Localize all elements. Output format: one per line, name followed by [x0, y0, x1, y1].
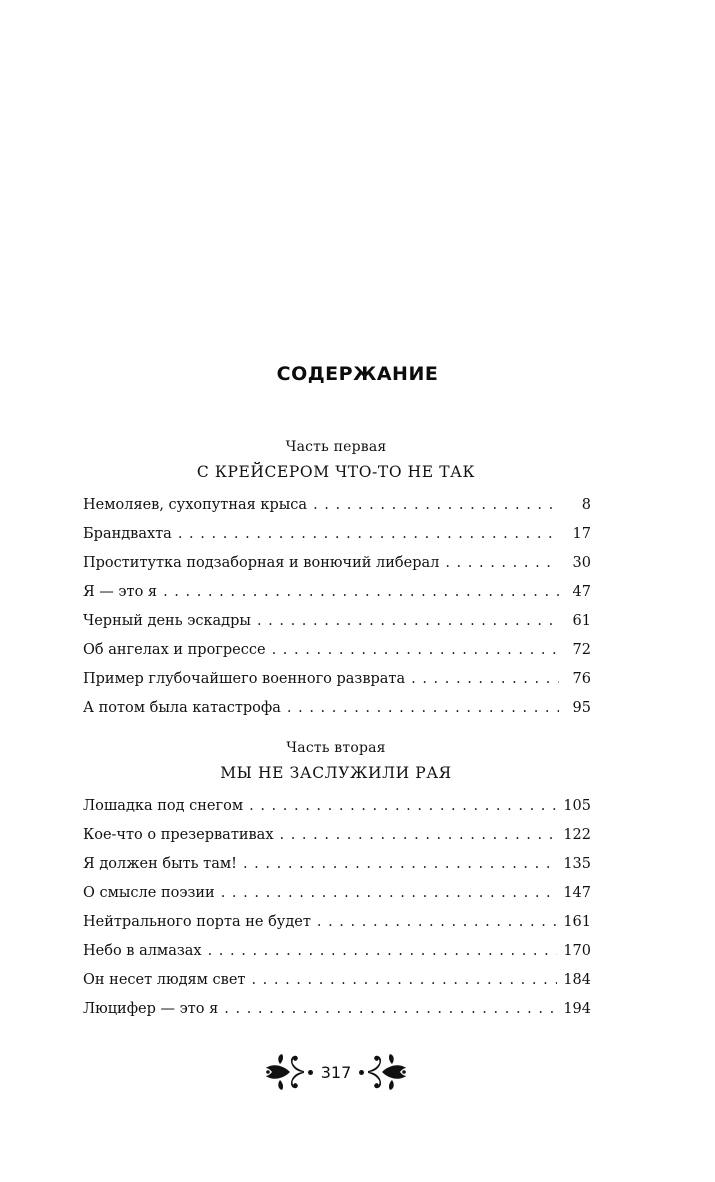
toc-entry[interactable] [83, 495, 591, 524]
fleuron-right-icon [366, 1052, 412, 1092]
toc-entry-title: Я — это я [83, 584, 158, 600]
dot-leader [287, 698, 559, 718]
toc-entry-title: Я должен быть там! [83, 856, 237, 872]
toc-entry[interactable] [83, 854, 591, 883]
toc-entry-title: Он несет людям свет [83, 972, 246, 988]
toc-entry-title: Черный день эскадры [83, 613, 251, 629]
toc-entry-title: Люцифер — это я [83, 1001, 219, 1017]
dot-leader [280, 825, 558, 845]
toc-entry-page: 76 [572, 671, 591, 687]
toc-entry[interactable] [83, 698, 591, 727]
dot-leader [411, 669, 559, 689]
dot-leader [224, 999, 557, 1019]
toc-entry-title: Пример глубочайшего военного разврата [83, 671, 406, 687]
dot-leader [249, 796, 557, 816]
toc-entry[interactable] [83, 883, 591, 912]
toc-entry-title: Брандвахта [83, 526, 172, 542]
dot-leader [272, 640, 559, 660]
part-two-contents [83, 796, 591, 1028]
toc-entry[interactable] [83, 611, 591, 640]
toc-entry-page: 17 [572, 526, 591, 542]
part-one-contents [83, 495, 591, 727]
dot-leader [257, 611, 559, 631]
toc-entry-page: 72 [572, 642, 591, 658]
toc-entry[interactable] [83, 941, 591, 970]
toc-entry-page: 105 [563, 798, 591, 814]
toc-entry[interactable] [83, 825, 591, 854]
toc-entry-title: Кое-что о презервативах [83, 827, 274, 843]
toc-entry-page: 147 [563, 885, 591, 901]
toc-entry[interactable] [83, 796, 591, 825]
page-folio [0, 1050, 672, 1094]
dot-leader [178, 524, 559, 544]
toc-entry-title: Лошадка под снегом [83, 798, 244, 814]
dot-leader [445, 553, 559, 573]
toc-entry-title: А потом была катастрофа [83, 700, 281, 716]
toc-entry[interactable] [83, 524, 591, 553]
toc-entry-page: 184 [563, 972, 591, 988]
toc-entry-page: 61 [572, 613, 591, 629]
toc-entry-page: 170 [563, 943, 591, 959]
part-one-label: Часть первая [285, 439, 387, 455]
toc-entry-title: Небо в алмазах [83, 943, 202, 959]
dot-leader [243, 854, 557, 874]
dot-leader [317, 912, 557, 932]
toc-entry-title: Немоляев, сухопутная крыса [83, 497, 308, 513]
toc-entry[interactable] [83, 912, 591, 941]
toc-entry-title: Об ангелах и прогрессе [83, 642, 266, 658]
toc-entry-page: 47 [572, 584, 591, 600]
toc-entry-page: 122 [563, 827, 591, 843]
toc-entry-title: Нейтрального порта не будет [83, 914, 311, 930]
toc-entry[interactable] [83, 582, 591, 611]
toc-entry-page: 30 [572, 555, 591, 571]
toc-entry[interactable] [83, 553, 591, 582]
part-two-title: МЫ НЕ ЗАСЛУЖИЛИ РАЯ [220, 764, 452, 782]
part-two-label: Часть вторая [286, 740, 386, 756]
toc-entry-page: 135 [563, 856, 591, 872]
dot-leader [163, 582, 559, 602]
toc-entry[interactable] [83, 999, 591, 1028]
dot-leader [251, 970, 557, 990]
toc-entry-title: Проститутка подзаборная и вонючий либерал [83, 555, 440, 571]
part-one-title: С КРЕЙСЕРОМ ЧТО-ТО НЕ ТАК [196, 463, 476, 481]
toc-entry-page: 8 [581, 497, 591, 513]
page-number: 317 [320, 1062, 352, 1082]
toc-entry-page: 95 [572, 700, 591, 716]
toc-entry-title: О смысле поэзии [83, 885, 215, 901]
toc-entry[interactable] [83, 640, 591, 669]
dot-leader [208, 941, 558, 961]
toc-entry-page: 194 [563, 1001, 591, 1017]
dot-leader [221, 883, 558, 903]
page-title: СОДЕРЖАНИЕ [276, 363, 439, 385]
fleuron-left-icon [260, 1052, 306, 1092]
dot-leader [313, 495, 559, 515]
folio-dot [308, 1070, 313, 1075]
toc-entry[interactable] [83, 669, 591, 698]
folio-dot [359, 1070, 364, 1075]
toc-entry-page: 161 [563, 914, 591, 930]
toc-entry[interactable] [83, 970, 591, 999]
